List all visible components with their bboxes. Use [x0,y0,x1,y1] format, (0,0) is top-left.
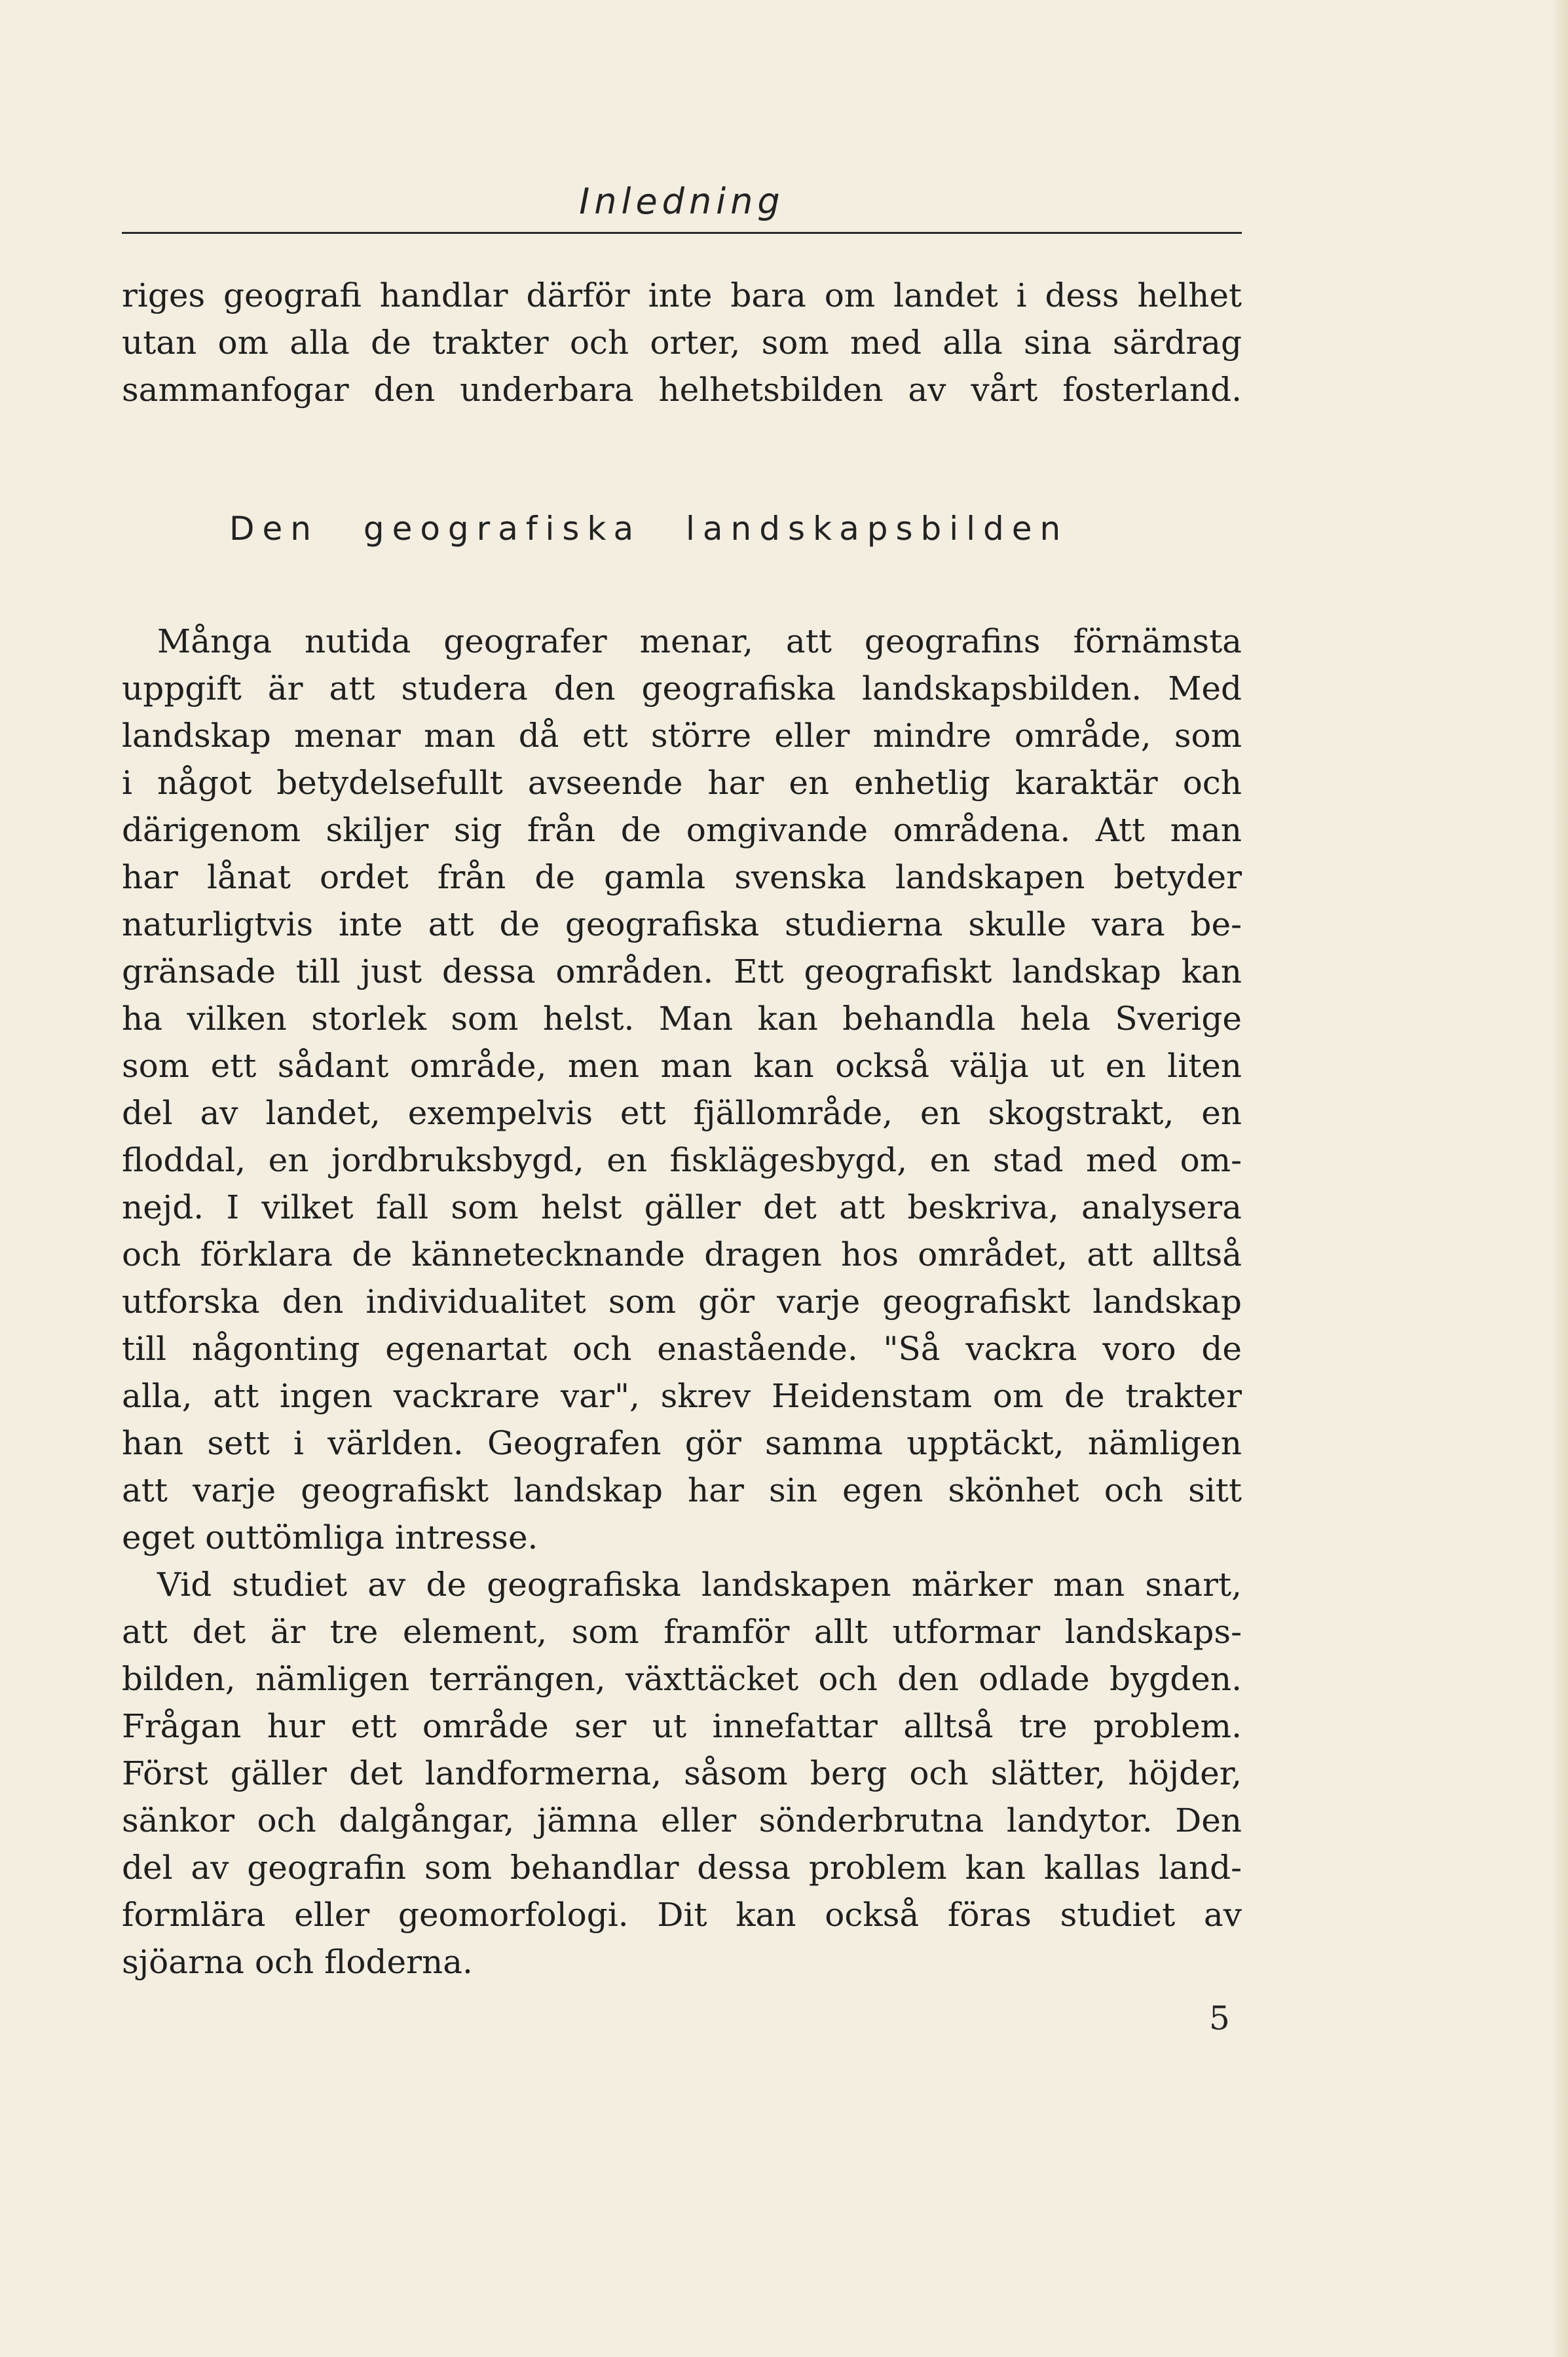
paragraph-2 [122,1561,1242,1986]
text-line: riges geografi handlar därför inte bara om landet i dess helhet [122,276,1242,314]
text-line: uppgift är att studera den geografiska landskapsbilden. Med [122,669,1242,707]
text-line: har lånat ordet från de gamla svenska landskapen betyder [122,858,1242,896]
text-line: Först gäller det landformerna, såsom berg och slätter, höjder, [122,1754,1242,1792]
text-line: landskap menar man då ett större eller mindre område, som [122,717,1242,755]
text-line: Vid studiet av de geografiska landskapen märker man snart, [157,1566,1242,1604]
text-line: att varje geografiskt landskap har sin egen skönhet och sitt [122,1471,1242,1509]
text-line: formlära eller geomorfologi. Dit kan också föras studiet av [122,1896,1242,1934]
section-heading: Den geografiska landskapsbilden [229,510,1069,548]
text-line: i något betydelsefullt avseende har en enhetlig karaktär och [122,764,1242,802]
page-edge-shadow [1551,0,1568,2357]
header-rule [122,232,1242,234]
page-content [122,177,1242,1986]
text-line: floddal, en jordbruksbygd, en fisklägesbygd, en stad med om- [122,1141,1242,1179]
text-line: alla, att ingen vackrare var", skrev Heidenstam om de trakter [122,1377,1242,1415]
text-line: eget outtömliga intresse. [122,1518,538,1556]
text-line: att det är tre element, som framför allt utformar landskaps- [122,1613,1242,1651]
intro-paragraph [122,272,1242,413]
text-line: del av landet, exempelvis ett fjällområde, en skogstrakt, en [122,1094,1242,1132]
text-line: gränsade till just dessa områden. Ett geografiskt landskap kan [122,952,1242,990]
text-line: nejd. I vilket fall som helst gäller det att beskriva, analysera [122,1188,1242,1226]
text-line: del av geografin som behandlar dessa problem kan kallas land- [122,1849,1242,1887]
text-line: bilden, nämligen terrängen, växttäcket och den odlade bygden. [122,1660,1242,1698]
text-line: sammanfogar den underbara helhetsbilden av vårt fosterland. [122,371,1242,409]
text-line: ha vilken storlek som helst. Man kan behandla hela Sverige [122,1000,1242,1038]
page-number: 5 [1209,1999,1230,2037]
text-line: han sett i världen. Geografen gör samma upptäckt, nämligen [122,1424,1242,1462]
text-line: sänkor och dalgångar, jämna eller sönderbrutna landytor. Den [122,1801,1242,1839]
running-title: Inledning [579,181,785,222]
text-line: och förklara de kännetecknande dragen hos området, att alltså [122,1235,1242,1273]
text-line: utforska den individualitet som gör varje geografiskt landskap [122,1283,1242,1321]
paragraph-1 [122,618,1242,1561]
text-line: sjöarna och floderna. [122,1943,473,1981]
text-line: Frågan hur ett område ser ut innefattar alltså tre problem. [122,1707,1242,1745]
text-line: Många nutida geografer menar, att geografins förnämsta [157,622,1242,660]
text-line: utan om alla de trakter och orter, som med alla sina särdrag [122,324,1242,362]
text-line: till någonting egenartat och enastående. "Så vackra voro de [122,1330,1242,1368]
text-line: därigenom skiljer sig från de omgivande områdena. Att man [122,811,1242,849]
text-line: naturligtvis inte att de geografiska studierna skulle vara be- [122,905,1242,943]
text-line: som ett sådant område, men man kan också välja ut en liten [122,1047,1242,1085]
